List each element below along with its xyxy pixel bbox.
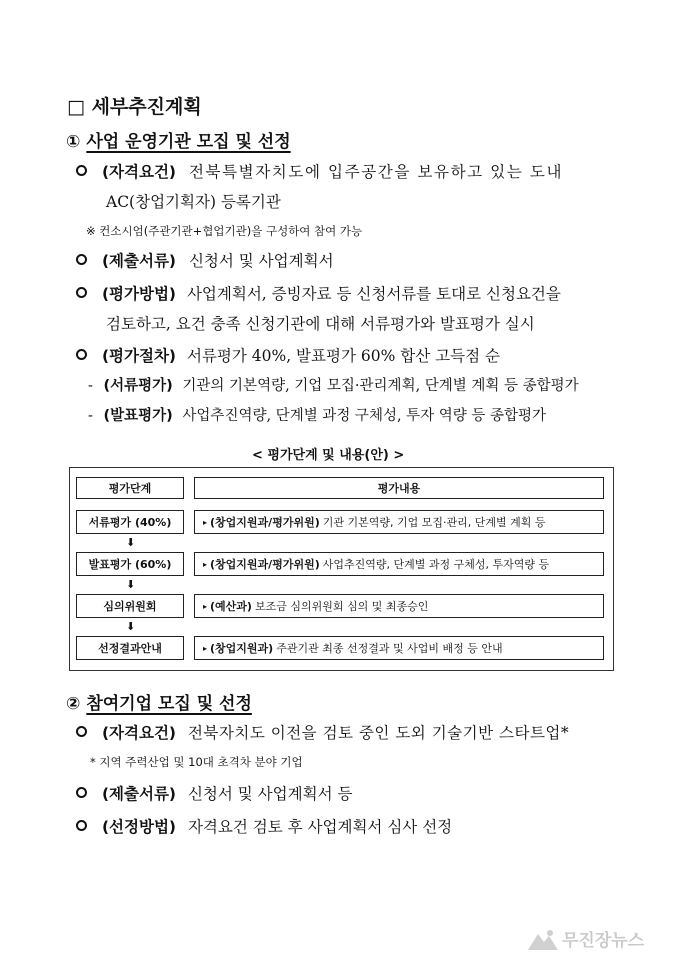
item-eval-method-cont: 검토하고, 요건 충족 신청기관에 대해 서류평가와 발표평가 실시 bbox=[106, 315, 535, 333]
header-content: 평가내용 bbox=[194, 477, 604, 499]
content-desc: 사업추진역량, 단계별 과정 구체성, 투자역량 등 bbox=[322, 558, 550, 571]
triangle-bullet-icon: ▸ bbox=[203, 601, 208, 611]
sub-item-text: 사업추진역량, 단계별 과정 구체성, 투자 역량 등 종합평가 bbox=[182, 408, 547, 424]
item-text: 전북자치도 이전을 검토 중인 도외 기술기반 스타트업* bbox=[187, 724, 570, 742]
part2-heading-number: ② bbox=[66, 694, 81, 714]
arrow-down-icon: ⬇ bbox=[126, 536, 136, 549]
circle-bullet-icon bbox=[76, 820, 87, 831]
item-label: (제출서류) bbox=[101, 785, 176, 803]
stage-document-eval: 서류평가 (40%) bbox=[76, 510, 184, 534]
item-eval-method bbox=[76, 282, 561, 304]
stage-presentation-eval: 발표평가 (60%) bbox=[76, 552, 184, 576]
content-desc: 보조금 심의위원회 심의 및 최종승인 bbox=[254, 600, 429, 613]
content-who: (창업지원과) bbox=[210, 642, 274, 655]
circle-bullet-icon bbox=[76, 726, 87, 737]
arrow-down-icon: ⬇ bbox=[126, 620, 136, 633]
item-label: (선정방법) bbox=[101, 818, 176, 836]
consortium-note: ※ 컨소시엄(주관기관+협업기관)을 구성하여 참여 가능 bbox=[86, 224, 363, 238]
dash-marker: - bbox=[88, 378, 93, 394]
item-startup-documents bbox=[76, 782, 352, 804]
header-stage: 평가단계 bbox=[76, 477, 184, 499]
content-document-eval bbox=[194, 510, 604, 534]
item-eligibility-cont: AC(창업기획자) 등록기관 bbox=[106, 193, 281, 211]
item-documents bbox=[76, 249, 334, 271]
item-text: 자격요건 검토 후 사업계획서 심사 선정 bbox=[187, 818, 453, 836]
item-selection-method bbox=[76, 815, 452, 837]
content-who: (예산과) bbox=[210, 600, 252, 613]
sub-item-document-eval bbox=[88, 374, 579, 395]
item-label: (자격요건) bbox=[101, 163, 176, 181]
item-startup-eligibility bbox=[76, 721, 569, 743]
circle-bullet-icon bbox=[76, 787, 87, 798]
content-presentation-eval bbox=[194, 552, 604, 576]
content-desc: 주관기관 최종 선정결과 및 사업비 배정 등 안내 bbox=[276, 642, 503, 655]
content-result-notice bbox=[194, 636, 604, 660]
part2-heading-text: 참여기업 모집 및 선정 bbox=[86, 694, 252, 714]
sub-item-label: (서류평가) bbox=[103, 378, 173, 394]
stage-committee: 심의위원회 bbox=[76, 594, 184, 618]
mountain-logo-icon bbox=[528, 928, 558, 950]
item-eligibility bbox=[76, 160, 563, 182]
item-text: 전북특별자치도에 입주공간을 보유하고 있는 도내 bbox=[188, 163, 564, 181]
sector-note: * 지역 주력산업 및 10대 초격차 분야 기업 bbox=[90, 755, 303, 769]
triangle-bullet-icon: ▸ bbox=[203, 517, 208, 527]
diagram-title: < 평가단계 및 내용(안) > bbox=[252, 448, 405, 463]
part1-heading bbox=[66, 127, 291, 152]
content-who: (창업지원과/평가위원) bbox=[210, 558, 320, 571]
circle-bullet-icon bbox=[76, 165, 87, 176]
section-title: □ 세부추진계획 bbox=[67, 96, 202, 118]
item-eval-procedure bbox=[76, 344, 500, 366]
item-text: 사업계획서, 증빙자료 등 신청서류를 토대로 신청요건을 bbox=[186, 285, 561, 303]
item-label: (평가절차) bbox=[101, 347, 176, 365]
stage-result-notice: 선정결과안내 bbox=[76, 636, 184, 660]
item-text: 신청서 및 사업계획서 bbox=[188, 252, 334, 270]
content-desc: 기관 기본역량, 기업 모집·관리, 단계별 계획 등 bbox=[322, 516, 546, 529]
item-label: (자격요건) bbox=[101, 724, 176, 742]
circle-bullet-icon bbox=[76, 254, 87, 265]
triangle-bullet-icon: ▸ bbox=[203, 643, 208, 653]
sub-item-text: 기관의 기본역량, 기업 모집·관리계획, 단계별 계획 등 종합평가 bbox=[182, 378, 579, 394]
watermark-text: 무진장뉴스 bbox=[562, 931, 645, 951]
circle-bullet-icon bbox=[76, 349, 87, 360]
arrow-down-icon: ⬇ bbox=[126, 578, 136, 591]
content-who: (창업지원과/평가위원) bbox=[210, 516, 320, 529]
sub-item-presentation-eval bbox=[88, 404, 546, 425]
item-text: 서류평가 40%, 발표평가 60% 합산 고득점 순 bbox=[186, 347, 500, 365]
dash-marker: - bbox=[88, 408, 93, 424]
item-text: 신청서 및 사업계획서 등 bbox=[187, 785, 353, 803]
item-label: (제출서류) bbox=[101, 252, 176, 270]
item-label: (평가방법) bbox=[101, 285, 176, 303]
content-committee bbox=[194, 594, 604, 618]
part2-heading bbox=[66, 689, 252, 714]
part1-heading-text: 사업 운영기관 모집 및 선정 bbox=[86, 132, 291, 152]
circle-bullet-icon bbox=[76, 287, 87, 298]
part1-heading-number: ① bbox=[66, 132, 81, 152]
triangle-bullet-icon: ▸ bbox=[203, 559, 208, 569]
sub-item-label: (발표평가) bbox=[103, 408, 173, 424]
